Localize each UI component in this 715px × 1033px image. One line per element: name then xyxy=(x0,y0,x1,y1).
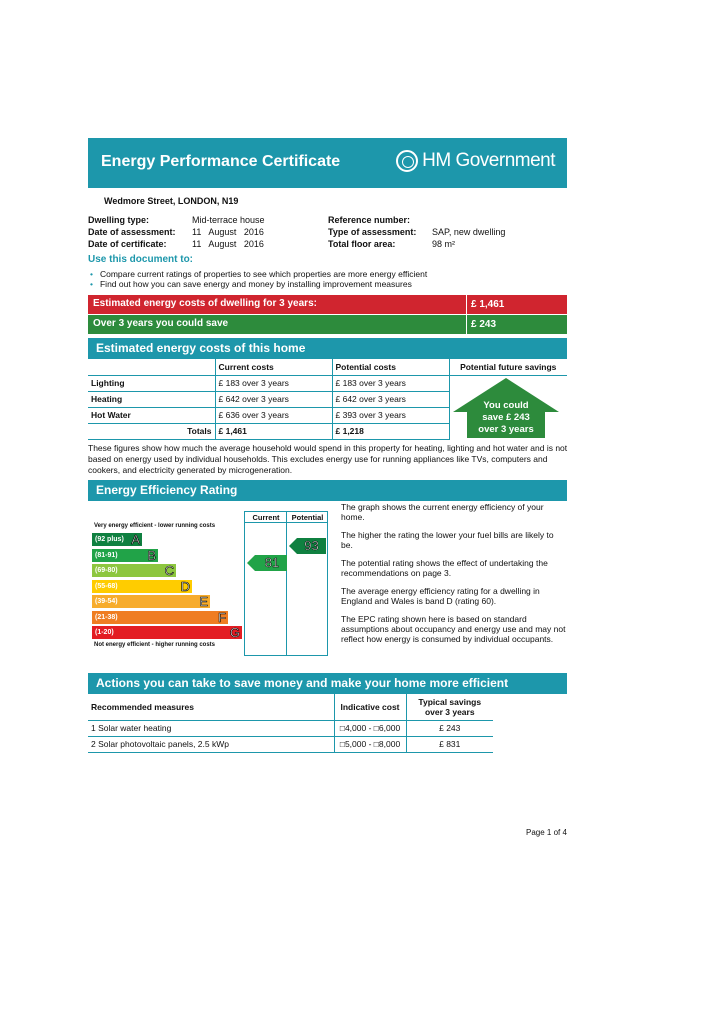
band-letter: D xyxy=(180,578,190,594)
dwelling-type-label: Dwelling type: xyxy=(88,215,150,225)
floor-area-label: Total floor area: xyxy=(328,239,396,249)
potential-rating: 93 xyxy=(304,538,319,553)
current-rating: 81 xyxy=(264,555,280,570)
measure: 1 Solar water heating xyxy=(88,720,334,736)
use-bullet-1: • Compare current ratings of properties to see which properties are more energy efficient xyxy=(90,269,428,279)
actions-table xyxy=(88,694,493,753)
band-letter: C xyxy=(164,563,174,578)
efficiency-note: The EPC rating shown here is based on standard assumptions about occupancy and energy use and may not reflect how energy is consumed by individual occupants. xyxy=(341,614,566,644)
efficiency-note: The average energy efficiency rating for a dwelling in England and Wales is band D (rating 60). xyxy=(341,586,540,606)
row-current: £ 642 over 3 years xyxy=(215,391,332,407)
cost: □4,000 - □6,000 xyxy=(334,720,406,736)
rating-band-e xyxy=(92,595,210,608)
assessment-date-label: Date of assessment: xyxy=(88,227,176,237)
rating-band-a xyxy=(92,533,142,546)
band-letter: E xyxy=(199,594,208,609)
actions-section-heading: Actions you can take to save money and make your home more efficient xyxy=(88,673,567,694)
certificate-header xyxy=(88,138,567,188)
col-potential: Potential xyxy=(291,513,324,522)
table-row xyxy=(88,720,493,736)
assessment-type-label: Type of assessment: xyxy=(328,227,417,237)
savings-bar xyxy=(88,315,567,334)
saving: £ 831 xyxy=(406,736,493,752)
arrow-line-3: over 3 years xyxy=(478,424,534,435)
col-potential-costs: Potential costs xyxy=(332,359,449,375)
col-future-savings: Potential future savings xyxy=(449,359,567,375)
band-letter: A xyxy=(131,532,140,547)
savings-label: Over 3 years you could save xyxy=(93,318,229,329)
estimated-costs-bar xyxy=(88,295,567,314)
assessment-type-value: SAP, new dwelling xyxy=(432,227,506,237)
gov-label: HM Government xyxy=(422,150,555,171)
band-letter: G xyxy=(229,625,240,640)
rating-band-g xyxy=(92,626,242,639)
band-range: (39-54) xyxy=(95,598,118,605)
col-indicative-cost: Indicative cost xyxy=(334,694,406,720)
rating-band-f xyxy=(92,611,228,624)
arrow-line-2: save £ 243 xyxy=(482,412,530,423)
estimated-costs-value: £ 1,461 xyxy=(466,295,504,314)
certificate-date-label: Date of certificate: xyxy=(88,239,167,249)
bottom-efficiency-label: Not energy efficient - higher running costs xyxy=(94,642,216,648)
totals-label: Totals xyxy=(88,423,215,439)
col-current-costs: Current costs xyxy=(215,359,332,375)
total-potential: £ 1,218 xyxy=(332,423,449,439)
certificate-date-value: 11 August 2016 xyxy=(192,239,264,249)
saving: £ 243 xyxy=(406,720,493,736)
floor-area-value: 98 m² xyxy=(432,239,456,249)
efficiency-note: The higher the rating the lower your fuel bills are likely to be. xyxy=(341,530,554,550)
rating-band-c xyxy=(92,564,176,577)
cost: □5,000 - □8,000 xyxy=(334,736,406,752)
band-range: (55-68) xyxy=(95,582,118,590)
row-name: Lighting xyxy=(88,375,215,391)
costs-header-blank xyxy=(88,359,215,375)
total-current: £ 1,461 xyxy=(215,423,332,439)
costs-note: These figures show how much the average household would spend in this property for heating, lighting and hot water and is not based on energy used by individual households. This excludes energy use for running appliances like TVs, computers and cookers, and electricity generated by microgeneration. xyxy=(88,443,568,475)
band-letter: F xyxy=(218,609,226,625)
row-name: Heating xyxy=(88,391,215,407)
efficiency-notes xyxy=(341,502,567,652)
arrow-line-1: You could xyxy=(483,400,529,411)
band-range: (21-38) xyxy=(95,613,118,621)
row-potential: £ 642 over 3 years xyxy=(332,391,449,407)
rating-band-b xyxy=(92,549,158,562)
row-name: Hot Water xyxy=(88,407,215,423)
efficiency-note: The graph shows the current energy efficiency of your home. xyxy=(341,502,544,522)
row-current: £ 183 over 3 years xyxy=(215,375,332,391)
band-letter: B xyxy=(147,547,156,563)
reference-label: Reference number: xyxy=(328,215,411,225)
measure: 2 Solar photovoltaic panels, 2.5 kWp xyxy=(88,736,334,752)
row-potential: £ 183 over 3 years xyxy=(332,375,449,391)
costs-section-heading: Estimated energy costs of this home xyxy=(88,338,567,359)
row-potential: £ 393 over 3 years xyxy=(332,407,449,423)
band-range: (81-91) xyxy=(95,551,118,559)
top-efficiency-label: Very energy efficient - lower running costs xyxy=(94,523,216,529)
col-measures: Recommended measures xyxy=(88,694,334,720)
certificate-title: Energy Performance Certificate xyxy=(101,153,341,170)
use-heading: Use this document to: xyxy=(88,254,194,265)
use-bullet-2: • Find out how you can save energy and money by installing improvement measures xyxy=(90,279,412,289)
hm-government-logo xyxy=(396,150,555,172)
band-range: (92 plus) xyxy=(95,536,124,543)
dwelling-type-value: Mid-terrace house xyxy=(192,215,265,225)
address: Wedmore Street, LONDON, N19 xyxy=(104,196,239,206)
col-current: Current xyxy=(252,513,280,522)
page-number: Page 1 of 4 xyxy=(526,828,567,837)
efficiency-note: The potential rating shows the effect of undertaking the recommendations on page 3. xyxy=(341,558,548,578)
col-typical-savings: Typical savings over 3 years xyxy=(406,694,493,720)
assessment-date-value: 11 August 2016 xyxy=(192,227,264,237)
estimated-costs-label: Estimated energy costs of dwelling for 3 years: xyxy=(93,298,317,309)
band-range: (69-80) xyxy=(95,567,118,574)
crest-icon xyxy=(396,150,418,172)
rating-band-d xyxy=(92,580,192,593)
row-current: £ 636 over 3 years xyxy=(215,407,332,423)
savings-value: £ 243 xyxy=(466,315,496,334)
table-row xyxy=(88,736,493,752)
rating-chart xyxy=(88,508,328,658)
efficiency-section-heading: Energy Efficiency Rating xyxy=(88,480,567,501)
savings-arrow xyxy=(453,378,559,438)
band-range: (1-20) xyxy=(95,629,114,636)
